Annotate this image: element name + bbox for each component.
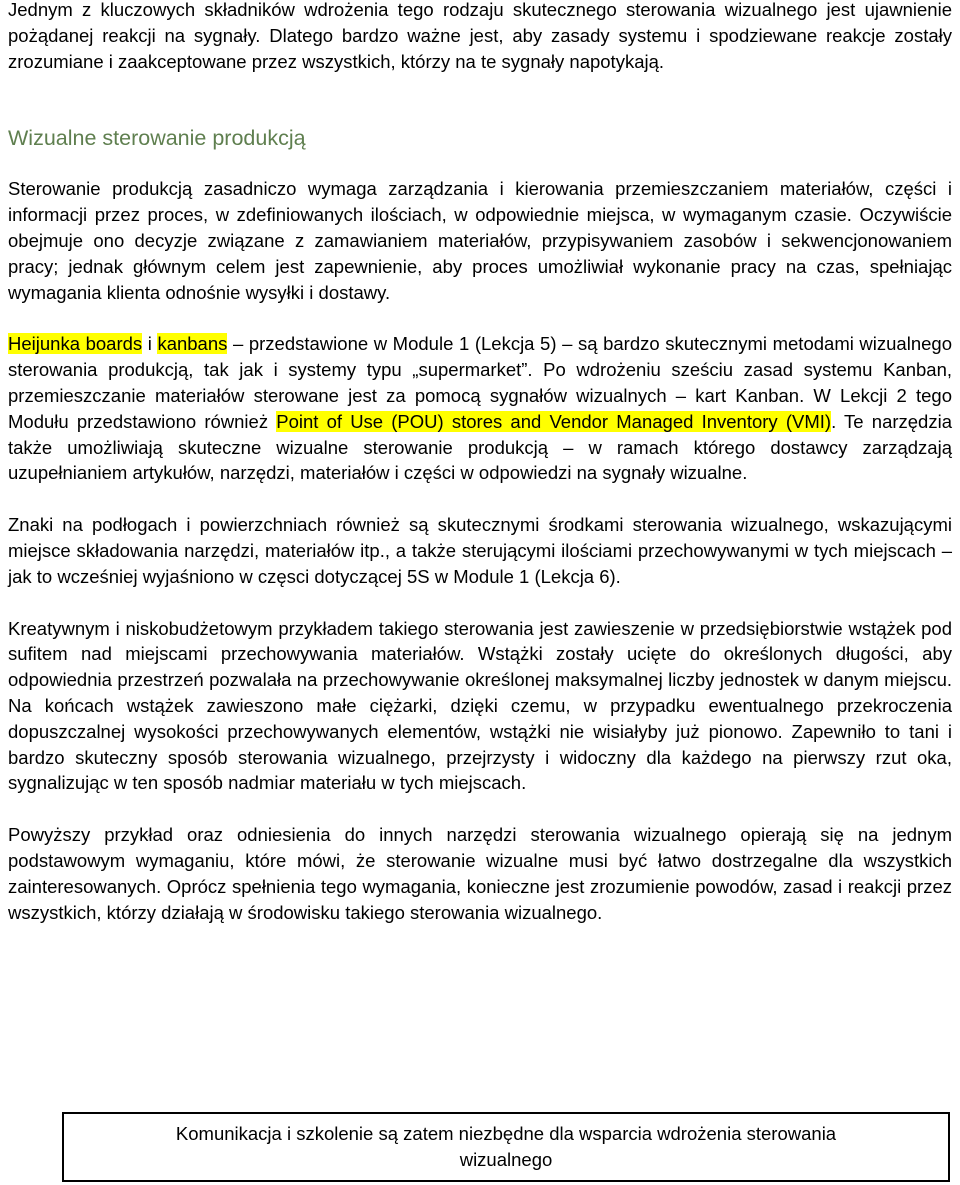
paragraph-intro: Jednym z kluczowych składników wdrożenia tego rodzaju skutecznego sterowania wizualnego jest ujawnienie pożądanej reakcji na sygnały. Dlatego bardzo ważne jest, aby zasady systemu i spodziewane reakcje zostały zrozumiane i zaakceptowane przez wszystkich, którzy na te sygnały napotykają.	[8, 0, 952, 72]
callout-box	[62, 1112, 950, 1182]
paragraph-production-control: Sterowanie produkcją zasadniczo wymaga zarządzania i kierowania przemieszczaniem materiałów, części i informacji przez proces, w zdefiniowanych ilościach, w odpowiednie miejsca, w wymaganym czasie. Oczywiście obejmuje ono decyzje związane z zamawianiem materiałów, przypisywaniem zasobów i sekwencjonowaniem pracy; jednak głównym celem jest zapewnienie, aby proces umożliwiał wykonanie pracy na czas, spełniając wymagania klienta odnośnie wysyłki i dostawy.	[8, 178, 952, 303]
callout-text: Komunikacja i szkolenie są zatem niezbędne dla wsparcia wdrożenia sterowania wizualnego	[175, 1123, 837, 1170]
highlight-pou-vmi: Point of Use (POU) stores and Vendor Managed Inventory (VMI)	[276, 410, 832, 432]
text-segment: i	[142, 333, 158, 355]
paragraph-kanban-methods	[8, 331, 952, 486]
highlight-kanbans: kanbans	[157, 333, 228, 355]
text-segment: – przedstawione w Module 1 (Lekcja 5) – są bardzo skutecznymi metodami wizualnego sterowania produkcją, tak jak i systemy typu „supermarket”. Po wdrożeniu sześciu zasad systemu Kanban, przemieszczanie materiałów sterowane jest za pomocą sygnałów wizualnych – kart Kanban. W Lekcji 2 tego Modułu przedstawiono również	[8, 333, 952, 432]
paragraph-summary: Powyższy przykład oraz odniesienia do innych narzędzi sterowania wizualnego opierają się na jednym podstawowym wymaganiu, które mówi, że sterowanie wizualne musi być łatwo dostrzegalne dla wszystkich zainteresowanych. Oprócz spełnienia tego wymagania, konieczne jest zrozumienie powodów, zasad i reakcji przez wszystkich, którzy działają w środowisku takiego sterowania wizualnego.	[8, 824, 952, 923]
highlight-heijunka: Heijunka boards	[8, 333, 143, 355]
paragraph-floor-signs: Znaki na podłogach i powierzchniach również są skutecznymi środkami sterowania wizualnego, wskazującymi miejsce składowania narzędzi, materiałów itp., a także sterującymi ilościami przechowywanymi w tych miejscach – jak to wcześniej wyjaśniono w częsci dotyczącej 5S w Module 1 (Lekcja 6).	[8, 514, 952, 587]
text-segment: . Te narzędzia także umożliwiają skuteczne wizualne sterowanie produkcją – w ramach którego dostawcy zarządzają uzupełnianiem artykułów, narzędzi, materiałów i części w odpowiedzi na sygnały wizualne.	[8, 410, 952, 484]
paragraph-ribbons-example: Kreatywnym i niskobudżetowym przykładem takiego sterowania jest zawieszenie w przedsiębiorstwie wstążek pod sufitem nad miejscami przechowywania materiałów. Wstążki zostały ucięte do określonych długości, aby odpowiednia przestrzeń pozwalała na przechowywanie określonej maksymalnej liczby jednostek w danym miejscu. Na końcach wstążek zawieszono małe ciężarki, dzięki czemu, w przypadku ewentualnego przekroczenia dopuszczalnej wysokości przechowywanych elementów, wstążki nie wisiałyby już pionowo. Zapewniło to tani i bardzo skuteczny sposób sterowania wizualnego, przejrzysty i widoczny dla każdego na pierwszy rzut oka, sygnalizując w ten sposób nadmiar materiału w tych miejscach.	[8, 617, 952, 794]
section-heading: Wizualne sterowanie produkcją	[8, 126, 306, 151]
